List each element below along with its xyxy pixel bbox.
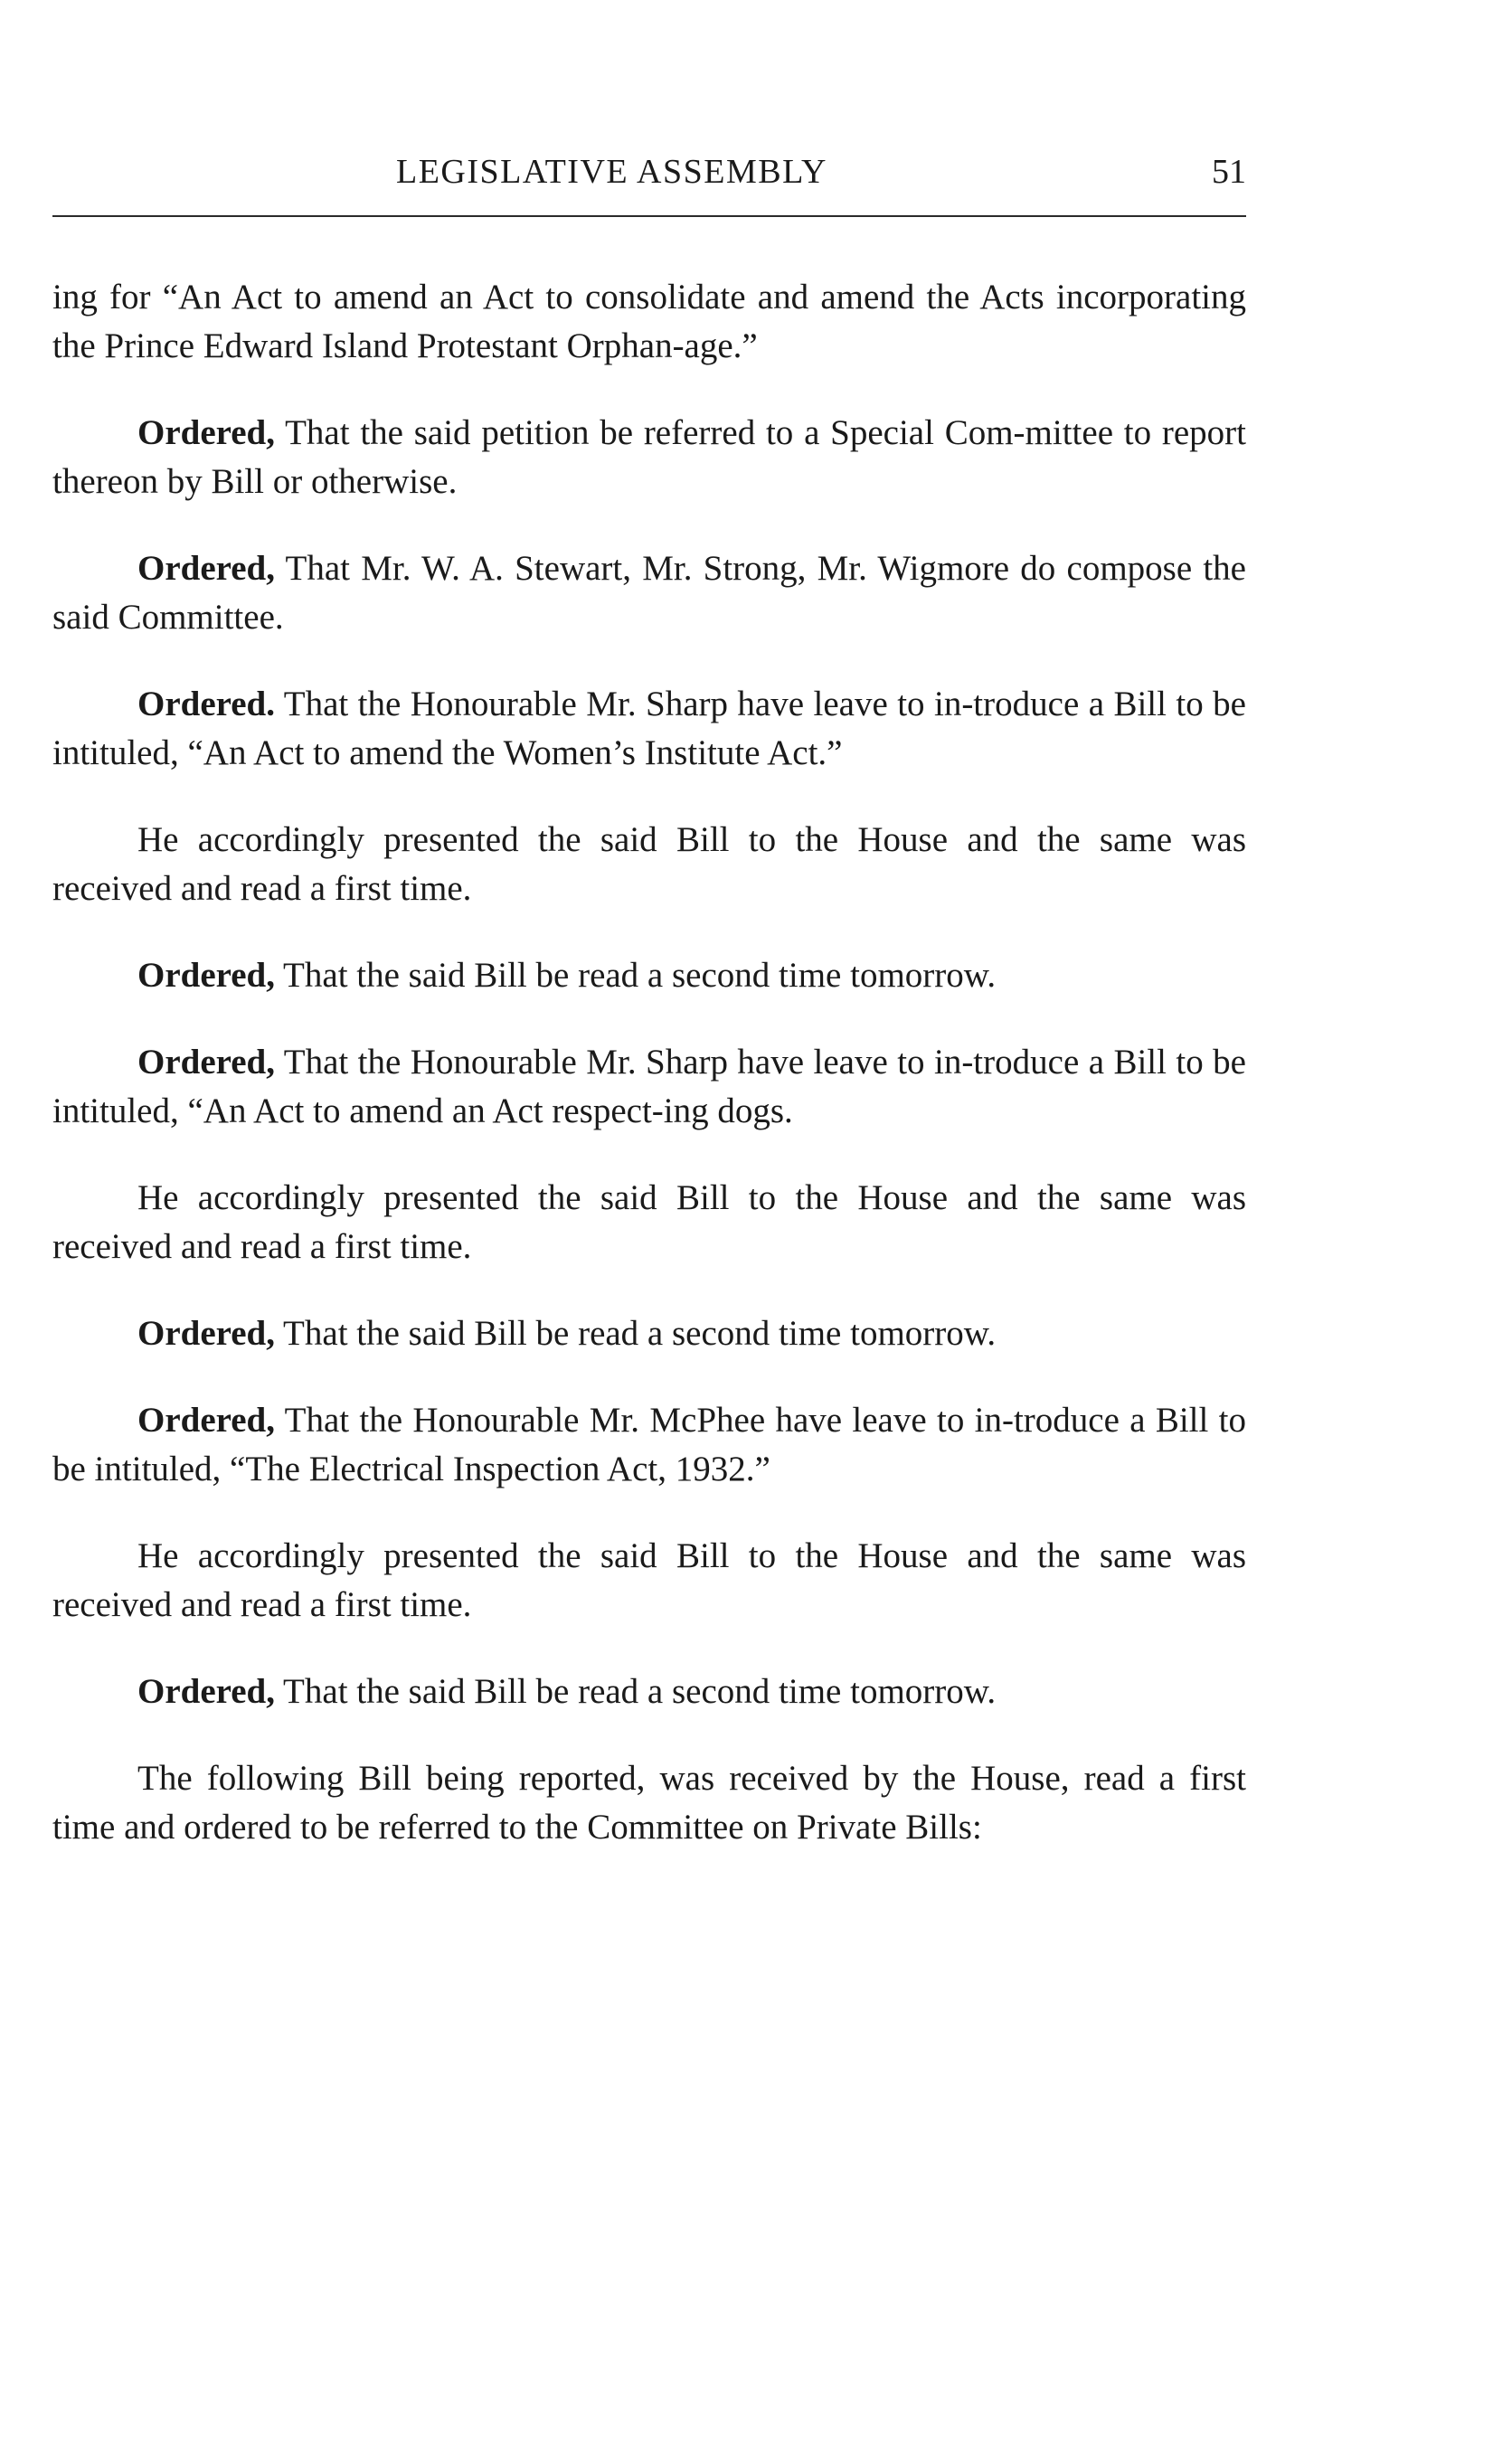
paragraph-text: That the said Bill be read a second time tomorrow. xyxy=(275,1672,997,1711)
paragraph-order xyxy=(52,1038,1246,1136)
paragraph-text: That the said petition be referred to a Special Com-mittee to report thereon by Bill or otherwise. xyxy=(52,413,1246,501)
ordered-lead: Ordered, xyxy=(137,549,276,588)
ordered-lead: Ordered, xyxy=(137,956,276,995)
header-rule xyxy=(52,215,1246,217)
running-head xyxy=(52,152,1246,206)
running-title: LEGISLATIVE ASSEMBLY xyxy=(396,153,827,191)
ordered-lead: Ordered, xyxy=(137,1672,276,1711)
paragraph-text: ing for “An Act to amend an Act to consolidate and amend the Acts incorporating the Prince Edward Island Protestant Orphan-age.” xyxy=(52,278,1246,365)
ordered-lead: Ordered, xyxy=(137,1401,276,1440)
paragraph-order xyxy=(52,680,1246,778)
paragraph-statement xyxy=(52,1754,1246,1852)
paragraph-text: That the Honourable Mr. Sharp have leave to in-troduce a Bill to be intituled, “An Act to amend the Women’s Institute Act.” xyxy=(52,685,1246,772)
paragraph-text: He accordingly presented the said Bill to the House and the same was received and read a first time. xyxy=(52,1536,1246,1624)
paragraph-text: That Mr. W. A. Stewart, Mr. Strong, Mr. Wigmore do compose the said Committee. xyxy=(52,549,1246,637)
ordered-lead: Ordered. xyxy=(137,685,276,723)
paragraph-order xyxy=(52,1309,1246,1358)
paragraph-statement xyxy=(52,816,1246,913)
paragraph-text: That the Honourable Mr. McPhee have leave to in-troduce a Bill to be intituled, “The Electrical Inspection Act, 1932.” xyxy=(52,1401,1246,1488)
paragraph-order xyxy=(52,409,1246,506)
ordered-lead: Ordered, xyxy=(137,1314,276,1353)
paragraph-order xyxy=(52,951,1246,1000)
paragraph-text: He accordingly presented the said Bill to the House and the same was received and read a first time. xyxy=(52,1178,1246,1266)
body-text xyxy=(52,273,1246,1890)
page-number: 51 xyxy=(1212,153,1246,191)
paragraph-order xyxy=(52,544,1246,642)
paragraph-order xyxy=(52,1396,1246,1494)
paragraph-text: The following Bill being reported, was received by the House, read a first time and ordered to be referred to the Committee on Private Bills: xyxy=(52,1759,1246,1847)
paragraph-text: That the said Bill be read a second time tomorrow. xyxy=(275,956,997,995)
paragraph-statement xyxy=(52,1174,1246,1271)
paragraph-text: He accordingly presented the said Bill to the House and the same was received and read a first time. xyxy=(52,820,1246,908)
paragraph-text: That the said Bill be read a second time tomorrow. xyxy=(275,1314,997,1353)
paragraph-statement xyxy=(52,1532,1246,1630)
paragraph-order xyxy=(52,1668,1246,1716)
paragraph-continuation xyxy=(52,273,1246,371)
ordered-lead: Ordered, xyxy=(137,413,276,452)
paragraph-text: That the Honourable Mr. Sharp have leave to in-troduce a Bill to be intituled, “An Act to amend an Act respect-ing dogs. xyxy=(52,1043,1246,1130)
ordered-lead: Ordered, xyxy=(137,1043,276,1082)
